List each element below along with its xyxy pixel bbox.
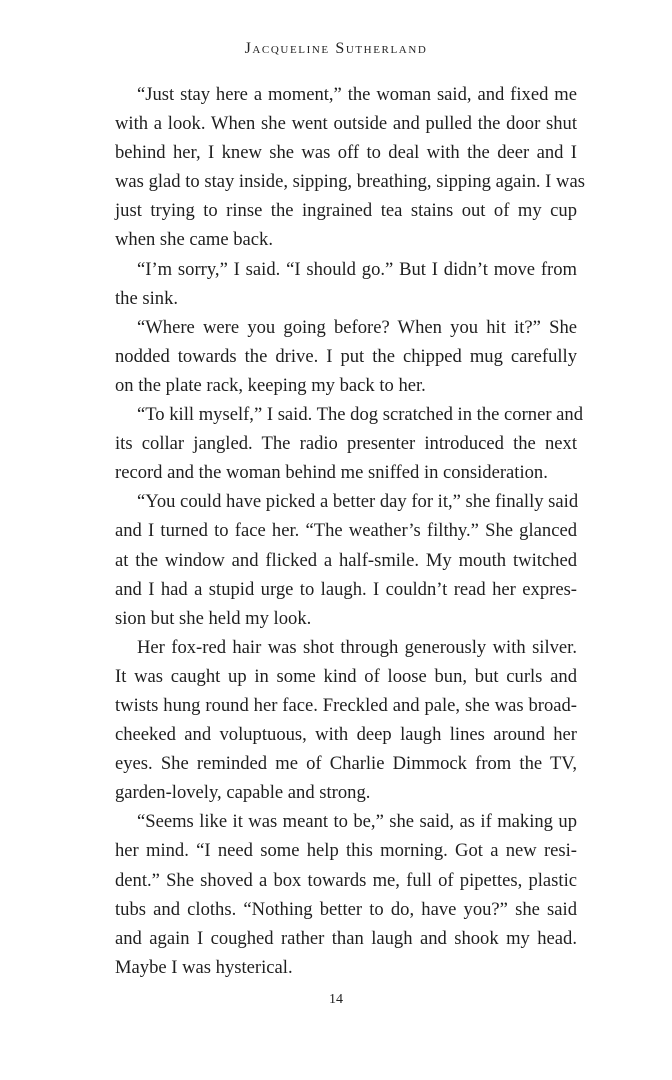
body-text [93, 80, 585, 982]
text-line: and I had a stupid urge to laugh. I couldn’t read her expres- [115, 578, 577, 600]
running-head: Jacqueline Sutherland [244, 40, 428, 57]
text-line: its collar jangled. The radio presenter introduced the next [115, 433, 577, 455]
paragraph [93, 487, 577, 632]
text-line: with a look. When she went outside and pulled the door shut [115, 113, 577, 135]
text-line: “Where were you going before? When you hit it?” She [137, 316, 577, 338]
text-line: twists hung round her face. Freckled and pale, she was broad- [115, 694, 577, 716]
text-line: tubs and cloths. “Nothing better to do, have you?” she said [115, 898, 577, 920]
text-line: “I’m sorry,” I said. “I should go.” But I didn’t move from [137, 258, 577, 280]
page-number: 14 [329, 992, 343, 1007]
text-line: “To kill myself,” I said. The dog scratched in the corner and [137, 404, 584, 426]
text-line: and again I coughed rather than laugh and shook my head. [115, 927, 577, 949]
text-line: record and the woman behind me sniffed in consideration. [115, 462, 548, 484]
text-line: eyes. She reminded me of Charlie Dimmock from the TV, [115, 753, 577, 775]
text-line: the sink. [115, 287, 179, 309]
paragraph [93, 313, 577, 400]
text-line: sion but she held my look. [115, 607, 312, 629]
text-line: dent.” She shoved a box towards me, full of pipettes, plastic [115, 869, 577, 891]
text-line: and I turned to face her. “The weather’s filthy.” She glanced [115, 520, 577, 542]
paragraph [93, 633, 577, 808]
text-line: at the window and flicked a half-smile. My mouth twitched [115, 549, 577, 571]
paragraph [93, 80, 585, 255]
text-line: on the plate rack, keeping my back to her. [115, 374, 426, 396]
paragraph [93, 255, 577, 313]
text-line: just trying to rinse the ingrained tea stains out of my cup [115, 200, 577, 222]
text-line: when she came back. [115, 229, 273, 251]
text-line: Her fox-red hair was shot through generously with silver. [137, 636, 577, 658]
text-line: Maybe I was hysterical. [115, 956, 293, 978]
text-line: garden-lovely, capable and strong. [115, 782, 371, 804]
text-line: It was caught up in some kind of loose bun, but curls and [115, 665, 577, 687]
text-line: cheeked and voluptuous, with deep laugh lines around her [115, 724, 577, 746]
text-line: her mind. “I need some help this morning. Got a new resi- [115, 840, 577, 862]
text-line: behind her, I knew she was off to deal with the deer and I [115, 142, 577, 164]
text-line: was glad to stay inside, sipping, breathing, sipping again. I was [115, 171, 585, 193]
text-line: nodded towards the drive. I put the chipped mug carefully [115, 345, 577, 367]
text-line: “Seems like it was meant to be,” she said, as if making up [137, 811, 577, 833]
paragraph [93, 807, 577, 982]
paragraph [93, 400, 584, 487]
text-line: “Just stay here a moment,” the woman said, and fixed me [137, 84, 577, 105]
text-line: “You could have picked a better day for it,” she finally said [137, 491, 579, 513]
